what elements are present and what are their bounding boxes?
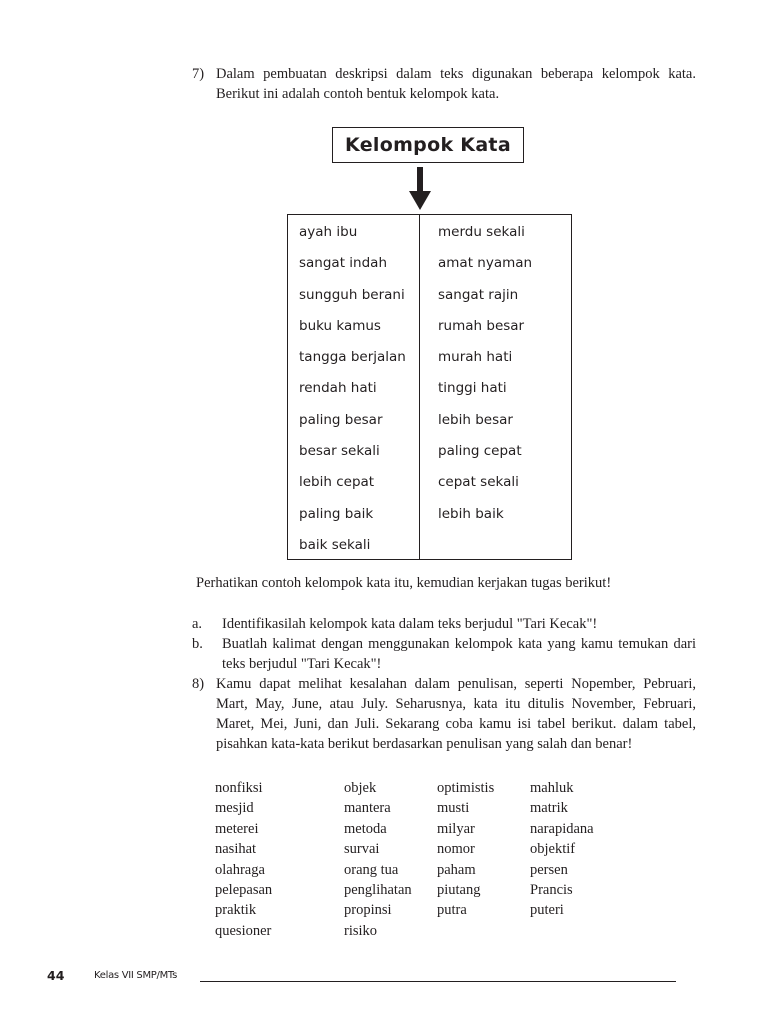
table-cell: tinggi hati: [438, 380, 507, 397]
word-column-1: [215, 778, 272, 941]
word-column-2: [344, 778, 412, 941]
word-item: persen: [530, 861, 568, 878]
word-column-3: [437, 778, 494, 921]
task-label: b.: [192, 636, 203, 652]
table-cell: lebih baik: [438, 505, 504, 522]
table-cell: paling besar: [299, 411, 383, 428]
table-cell: sungguh berani: [299, 286, 405, 303]
table-cell: buku kamus: [299, 317, 381, 334]
table-right-column: [438, 217, 532, 530]
question-8-text: Kamu dapat melihat kesalahan dalam penulisan, seperti Nopember, Pebruari, Mart, May, June, atau July. Seharusnya, kata itu ditulis November, Februari, Maret, Mei, Juni, dan Juli. Sekarang coba kamu isi tabel berikut. dalam tabel, pisahkan kata-kata berikut berdasarkan penulisan yang salah dan benar!: [216, 676, 696, 752]
word-item: objektif: [530, 841, 576, 858]
word-group-table: [287, 214, 572, 560]
page-number: 44: [47, 968, 65, 983]
instruction-text: Perhatikan contoh kelompok kata itu, kemudian kerjakan tugas berikut!: [196, 575, 612, 591]
table-cell: ayah ibu: [299, 224, 358, 240]
table-left-column: [299, 217, 406, 561]
word-item: metoda: [344, 820, 387, 837]
word-item: meterei: [215, 820, 259, 837]
word-item: Prancis: [530, 881, 573, 898]
table-cell: rumah besar: [438, 317, 525, 334]
word-item: optimistis: [437, 780, 495, 796]
word-item: putra: [437, 902, 467, 919]
table-cell: murah hati: [438, 349, 513, 366]
table-cell: merdu sekali: [438, 224, 525, 240]
task-label: a.: [192, 616, 203, 632]
footer-divider: [200, 981, 676, 982]
word-item: risiko: [344, 922, 378, 939]
word-item: narapidana: [530, 820, 594, 837]
table-cell: baik sekali: [299, 536, 371, 553]
question-7-number: 7): [192, 66, 205, 82]
word-item: paham: [437, 861, 476, 878]
task-a: [192, 614, 696, 634]
word-item: praktik: [215, 902, 257, 919]
word-item: survai: [344, 841, 380, 858]
word-item: quesioner: [215, 922, 272, 939]
word-column-4: [530, 778, 594, 921]
table-cell: tangga berjalan: [299, 349, 406, 366]
question-7-text: Dalam pembuatan deskripsi dalam teks digunakan beberapa kelompok kata. Berikut ini adalah contoh bentuk kelompok kata.: [216, 66, 696, 102]
word-item: orang tua: [344, 861, 399, 878]
word-item: nomor: [437, 841, 475, 858]
question-8: [192, 674, 696, 754]
task-list: [192, 614, 696, 754]
table-divider: [419, 215, 420, 559]
word-item: nonfiksi: [215, 780, 263, 796]
table-cell: cepat sekali: [438, 474, 519, 491]
table-cell: lebih cepat: [299, 474, 375, 491]
word-item: milyar: [437, 820, 475, 837]
question-7: [192, 64, 696, 104]
word-item: pelepasan: [215, 881, 273, 898]
diagram-title: Kelompok Kata: [332, 127, 524, 163]
word-item: propinsi: [344, 902, 392, 919]
arrow-down-icon: [408, 167, 432, 211]
table-cell: sangat rajin: [438, 286, 519, 303]
table-cell: paling cepat: [438, 443, 522, 460]
word-item: puteri: [530, 902, 564, 919]
word-item: mesjid: [215, 800, 254, 817]
table-cell: paling baik: [299, 505, 374, 522]
word-item: mahluk: [530, 780, 574, 796]
word-item: penglihatan: [344, 881, 412, 898]
task-b: [192, 634, 696, 674]
table-cell: lebih besar: [438, 411, 513, 428]
task-text: Buatlah kalimat dengan menggunakan kelompok kata yang kamu temukan dari teks berjudul "Tari Kecak"!: [222, 636, 696, 672]
word-item: piutang: [437, 881, 481, 898]
word-item: nasihat: [215, 841, 257, 858]
word-item: musti: [437, 800, 470, 817]
table-cell: amat nyaman: [438, 255, 533, 272]
word-item: objek: [344, 780, 377, 796]
word-item: olahraga: [215, 861, 265, 878]
table-cell: besar sekali: [299, 443, 380, 460]
footer-label: Kelas VII SMP/MTs: [94, 970, 177, 981]
table-cell: sangat indah: [299, 255, 387, 272]
task-text: Identifikasilah kelompok kata dalam teks berjudul "Tari Kecak"!: [222, 616, 598, 632]
word-item: mantera: [344, 800, 391, 817]
word-item: matrik: [530, 800, 568, 817]
question-8-number: 8): [192, 676, 205, 692]
table-cell: rendah hati: [299, 380, 377, 397]
